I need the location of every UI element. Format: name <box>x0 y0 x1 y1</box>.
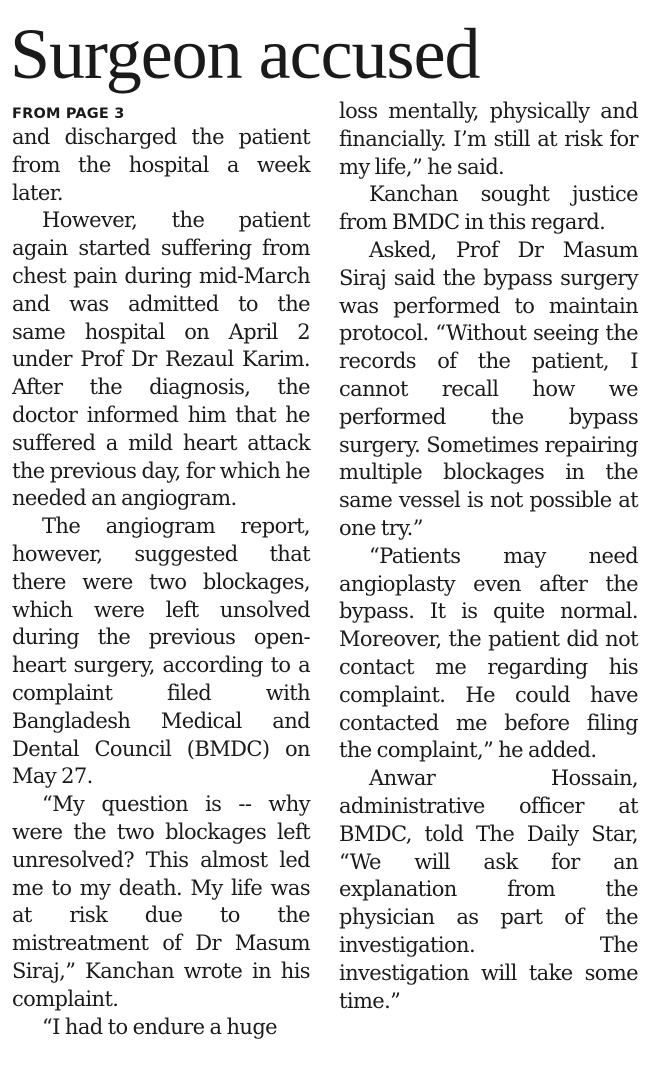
paragraph: However, the patient again started suffering from chest pain during mid-March and was admitted to the same hospital on April 2 under Prof Dr Rezaul Karim. After the diagnosis, the doctor informed him that he suffered a mild heart attack the previous day, for which he needed an angiogram. <box>12 208 310 511</box>
paragraph: Kanchan sought justice from BMDC in this regard. <box>339 182 638 235</box>
article-column-right <box>339 98 638 1015</box>
paragraph: Asked, Prof Dr Masum Siraj said the bypass surgery was performed to maintain protocol. “Without seeing the records of the patient, I cannot recall how we performed the bypass surgery. Sometimes repairing multiple blockages in the same vessel is not possible at one try.” <box>339 237 638 540</box>
paragraph: loss mentally, physically and financially. I’m still at risk for my life,” he said. <box>339 99 638 179</box>
paragraph: “I had to endure a huge <box>42 1014 278 1039</box>
paragraph: and discharged the patient from the hospital a week later. <box>12 125 310 205</box>
headline: Surgeon accused <box>10 14 480 94</box>
paragraph: “Patients may need angioplasty even after the bypass. It is quite normal. Moreover, the patient did not contact me regarding his complaint. He could have contacted me before filing the complaint,” he added. <box>339 543 638 763</box>
paragraph: The angiogram report, however, suggested that there were two blockages, which were left unsolved during the previous open-heart surgery, according to a complaint filed with Bangladesh Medical and Dental Council (BMDC) on May 27. <box>12 514 310 789</box>
paragraph: Anwar Hossain, administrative officer at BMDC, told The Daily Star, “We will ask for an explanation from the physician as part of the investigation. The investigation will take some time.” <box>339 766 638 1013</box>
article-column-left <box>12 104 310 1041</box>
paragraph: “My question is -- why were the two blockages left unresolved? This almost led me to my death. My life was at risk due to the mistreatment of Dr Masum Siraj,” Kanchan wrote in his complaint. <box>12 792 310 1011</box>
jump-label: FROM PAGE 3 <box>12 106 125 122</box>
